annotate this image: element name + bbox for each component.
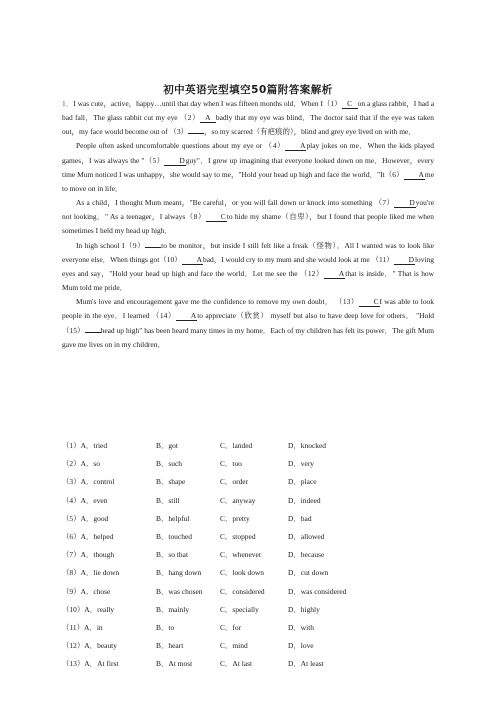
option-a: （1）A．tried — [62, 441, 108, 450]
option-a: （6）A．helped — [62, 531, 114, 541]
passage-text: I was able to look people in the eye．I learned （14） — [62, 297, 434, 321]
option-a: （13）A．At first — [62, 659, 119, 669]
passage-text: that is inside．" That is how Mum told me pride． — [62, 268, 435, 293]
passage-text: In high school I（9） — [76, 240, 146, 250]
option-row — [62, 455, 434, 473]
answer-blank-7: D — [394, 198, 415, 208]
option-c: C．too — [220, 459, 242, 469]
answer-blank-5: D — [164, 156, 185, 166]
option-row — [62, 655, 434, 673]
answer-blank-15 — [85, 332, 101, 333]
answer-blank-4: A — [285, 141, 306, 151]
passage-text: ，so my scarred（有疤痕的），blind and grey eye lived on with me． — [204, 127, 416, 137]
passage-text: play jokes on me．When the kids played games，I was always the "（5） — [62, 141, 434, 165]
option-b: B．At most — [156, 659, 193, 669]
option-a: （4）A．even — [62, 495, 108, 505]
passage-text: you're not looking．" As a teenager，I always（8） — [62, 198, 434, 222]
page-title: 初中英语完型填空50篇附答案解析 — [163, 84, 333, 96]
passage-text: head up high" has been heard many times in my home．Each of my children has felt its power．The gift Mum gave me lives on in my children． — [62, 325, 434, 349]
option-row — [62, 528, 434, 546]
passage-text: to be monitor，but inside I still felt like a freak（怪物）．All I wanted was to look like everyone else．When things got（10） — [62, 240, 434, 264]
option-b: B．was chosen — [156, 586, 203, 596]
option-a: （7）A．though — [62, 550, 115, 560]
passage-text: to hide my shame（自卑），but I found that people liked me when sometimes I held my head up high． — [62, 212, 434, 236]
option-a: （11）A．in — [62, 622, 103, 632]
passage-text: As a child，I thought Mum meant，"Be careful，or you will fall down or knock into something （7） — [76, 198, 395, 208]
passage-text: loving eyes and say，"Hold your head up high and face the world．Let me see the （12） — [62, 254, 434, 278]
passage-text: Mum's love and encouragement gave me the confidence to remove my own doubt． （13） — [76, 297, 359, 307]
option-d: D．love — [288, 641, 314, 651]
option-c: C．stopped — [220, 531, 256, 541]
passage-text: guy"．I grew up imagining that everyone looked down on me．However，every time Mum noticed I was unhappy，she would say to me，"Hold your head up high and face the world．"It（6） — [62, 155, 434, 179]
option-d: D．place — [288, 477, 317, 487]
option-c: C．considered — [220, 586, 265, 596]
answer-blank-11: D — [394, 255, 415, 265]
option-c: C．look down — [220, 568, 265, 578]
paragraph-2 — [62, 139, 434, 196]
answer-blank-9 — [145, 247, 161, 248]
option-b: B．still — [156, 495, 180, 505]
option-b: B．shape — [156, 477, 186, 487]
paragraph-3 — [62, 196, 434, 238]
option-row — [62, 637, 434, 655]
option-c: C．specially — [220, 604, 259, 614]
question-number: 1． — [62, 99, 74, 108]
option-row — [62, 564, 434, 582]
option-d: D．indeed — [288, 495, 321, 505]
option-row — [62, 601, 434, 619]
option-d: D．highly — [288, 604, 320, 614]
answer-blank-3 — [188, 133, 204, 134]
option-b: B．hang down — [156, 568, 202, 578]
option-d: D．At least — [288, 659, 324, 669]
passage-text: People often asked uncomfortable questions about my eye or （4） — [76, 141, 286, 151]
passage-text: to appreciate（欣赏） myself but also to have deep love for others． "Hold （15） — [62, 311, 434, 335]
passage-text: I was cute，active，happy…until that day when I was fifteen months old．When I（1） — [73, 99, 342, 108]
option-d: D．knocked — [288, 441, 327, 450]
option-row — [62, 619, 434, 637]
option-c: C．whenever — [220, 550, 262, 560]
passage-text: me to move on in life． — [62, 169, 434, 193]
option-b: B．got — [156, 441, 178, 450]
passage-text: bad，I would cry to my mum and she would look at me （11） — [202, 254, 394, 264]
option-row — [62, 473, 434, 491]
option-d: D．allowed — [288, 531, 325, 541]
option-c: C．order — [220, 477, 249, 487]
option-b: B．touched — [156, 531, 192, 541]
option-d: D．was considered — [288, 586, 347, 596]
answer-blank-14: A — [176, 311, 197, 321]
option-c: C．anyway — [220, 495, 256, 505]
option-row — [62, 437, 434, 455]
option-a: （10）A．really — [62, 604, 115, 614]
option-row — [62, 510, 434, 528]
option-a: （9）A．chose — [62, 586, 111, 596]
option-c: C．landed — [220, 441, 253, 450]
option-d: D．bad — [288, 513, 312, 523]
option-d: D．very — [288, 459, 315, 469]
option-b: B．helpful — [156, 513, 190, 523]
option-c: C．mind — [220, 641, 248, 651]
option-b: B．to — [156, 622, 175, 632]
answer-blank-1: C — [342, 99, 358, 109]
option-row — [62, 546, 434, 564]
option-row — [62, 492, 434, 510]
option-b: B．mainly — [156, 604, 190, 614]
option-a: （5）A．good — [62, 513, 109, 523]
option-b: B．such — [156, 459, 183, 469]
option-row — [62, 583, 434, 601]
option-a: （2）A．so — [62, 459, 101, 469]
paragraph-5 — [62, 295, 434, 352]
option-d: D．because — [288, 550, 325, 560]
option-a: （8）A．lie down — [62, 568, 120, 578]
paragraph-4 — [62, 239, 434, 296]
option-b: B．so that — [156, 550, 189, 560]
answer-blank-2: A — [200, 113, 216, 123]
option-a: （3）A．control — [62, 477, 115, 487]
cloze-passage — [62, 97, 434, 352]
option-c: C．for — [220, 622, 242, 632]
paragraph-1 — [62, 97, 434, 139]
answer-blank-8: C — [206, 212, 227, 222]
passage-text: on a glass rabbit，I had a bad fall．The glass rabbit cut my eye （2） — [62, 99, 435, 123]
answer-options — [62, 437, 434, 673]
answer-blank-12: A — [324, 269, 345, 279]
answer-blank-13: C — [359, 297, 380, 307]
answer-blank-6: A — [404, 170, 425, 180]
option-c: C．At last — [220, 659, 253, 669]
option-b: B．heart — [156, 641, 184, 651]
passage-text: badly that my eye was blind．The doctor said that if the eye was taken out，my face would become out of （3） — [62, 113, 434, 137]
option-a: （12）A．beauty — [62, 641, 117, 651]
option-d: D．with — [288, 622, 315, 632]
option-d: D．cut down — [288, 568, 329, 578]
answer-blank-10: A — [182, 255, 203, 265]
option-c: C．pretty — [220, 513, 250, 523]
